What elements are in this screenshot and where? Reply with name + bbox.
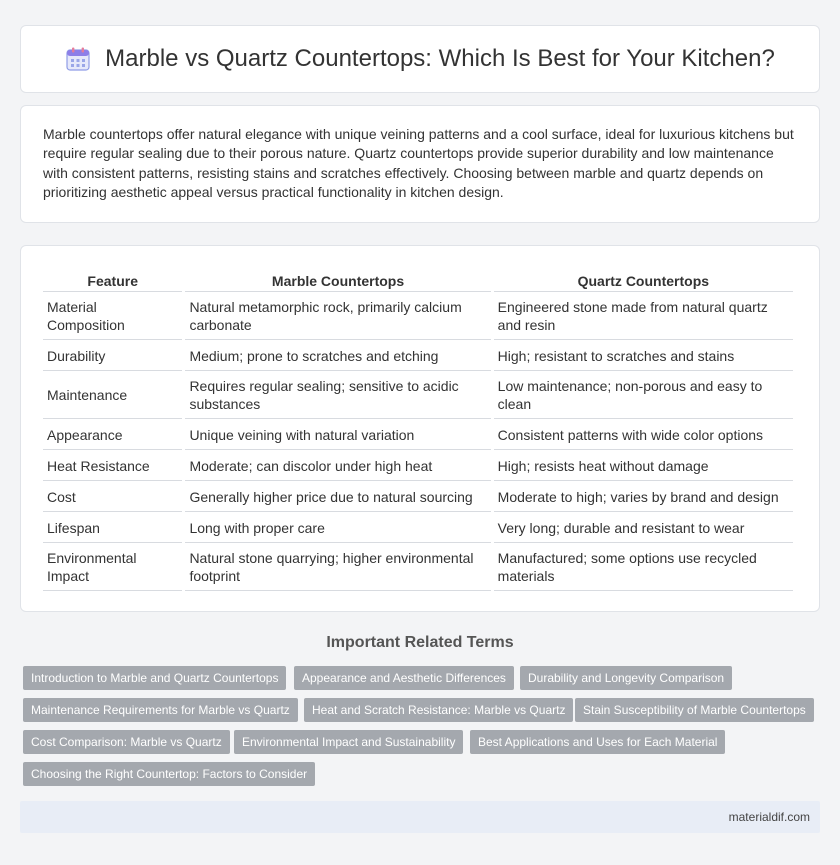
related-terms-heading: Important Related Terms — [326, 634, 514, 651]
intro-card — [20, 105, 820, 223]
header-quartz: Quartz Countertops — [494, 266, 793, 292]
quartz-cell: Manufactured; some options use recycled materials — [494, 543, 793, 591]
footer-bar — [20, 801, 820, 833]
quartz-cell: Engineered stone made from natural quartz and resin — [494, 292, 793, 340]
feature-cell: Maintenance — [43, 371, 182, 419]
table-row — [43, 371, 793, 419]
related-term-tag[interactable]: Heat and Scratch Resistance: Marble vs Quartz — [304, 698, 573, 722]
footer-site-link[interactable]: materialdif.com — [728, 810, 810, 824]
marble-cell: Natural stone quarrying; higher environmental footprint — [185, 543, 490, 591]
related-term-tag[interactable]: Environmental Impact and Sustainability — [234, 730, 463, 754]
comparison-table-card — [20, 245, 820, 612]
related-term-tag[interactable]: Durability and Longevity Comparison — [520, 666, 732, 690]
table-row — [43, 481, 793, 512]
related-term-tag[interactable]: Stain Susceptibility of Marble Countertops — [575, 698, 814, 722]
table-header-row — [43, 266, 793, 292]
quartz-cell: Low maintenance; non-porous and easy to clean — [494, 371, 793, 419]
marble-cell: Long with proper care — [185, 512, 490, 543]
feature-cell: Durability — [43, 340, 182, 371]
header-marble: Marble Countertops — [185, 266, 490, 292]
marble-cell: Requires regular sealing; sensitive to acidic substances — [185, 371, 490, 419]
table-row — [43, 543, 793, 591]
intro-paragraph: Marble countertops offer natural elegance with unique veining patterns and a cool surface, ideal for luxurious kitchens but require regular sealing due to their porous nature. Quartz countertops provide superior durability and low maintenance with consistent patterns, resisting stains and scratches effectively. Choosing between marble and quartz depends on prioritizing aesthetic appeal versus practical functionality in kitchen design. — [43, 126, 794, 200]
feature-cell: Heat Resistance — [43, 450, 182, 481]
calendar-icon — [65, 46, 91, 72]
related-term-tag[interactable]: Cost Comparison: Marble vs Quartz — [23, 730, 230, 754]
title-wrap — [65, 45, 775, 73]
related-term-tag[interactable]: Introduction to Marble and Quartz Countertops — [23, 666, 286, 690]
table-row — [43, 450, 793, 481]
quartz-cell: High; resistant to scratches and stains — [494, 340, 793, 371]
table-row — [43, 340, 793, 371]
quartz-cell: High; resists heat without damage — [494, 450, 793, 481]
related-term-tag[interactable]: Appearance and Aesthetic Differences — [294, 666, 514, 690]
related-term-tag[interactable]: Choosing the Right Countertop: Factors to Consider — [23, 762, 315, 786]
marble-cell: Medium; prone to scratches and etching — [185, 340, 490, 371]
feature-cell: Environmental Impact — [43, 543, 182, 591]
related-term-tag[interactable]: Best Applications and Uses for Each Material — [470, 730, 725, 754]
table-row — [43, 419, 793, 450]
feature-cell: Lifespan — [43, 512, 182, 543]
marble-cell: Generally higher price due to natural sourcing — [185, 481, 490, 512]
header-card — [20, 25, 820, 93]
header-feature: Feature — [43, 266, 182, 292]
feature-cell: Cost — [43, 481, 182, 512]
page-title: Marble vs Quartz Countertops: Which Is Best for Your Kitchen? — [105, 45, 775, 72]
marble-cell: Moderate; can discolor under high heat — [185, 450, 490, 481]
table-row — [43, 292, 793, 340]
feature-cell: Appearance — [43, 419, 182, 450]
marble-cell: Natural metamorphic rock, primarily calcium carbonate — [185, 292, 490, 340]
marble-cell: Unique veining with natural variation — [185, 419, 490, 450]
feature-cell: Material Composition — [43, 292, 182, 340]
quartz-cell: Consistent patterns with wide color options — [494, 419, 793, 450]
comparison-table — [40, 266, 796, 591]
quartz-cell: Very long; durable and resistant to wear — [494, 512, 793, 543]
quartz-cell: Moderate to high; varies by brand and design — [494, 481, 793, 512]
related-term-tag[interactable]: Maintenance Requirements for Marble vs Quartz — [23, 698, 298, 722]
table-row — [43, 512, 793, 543]
